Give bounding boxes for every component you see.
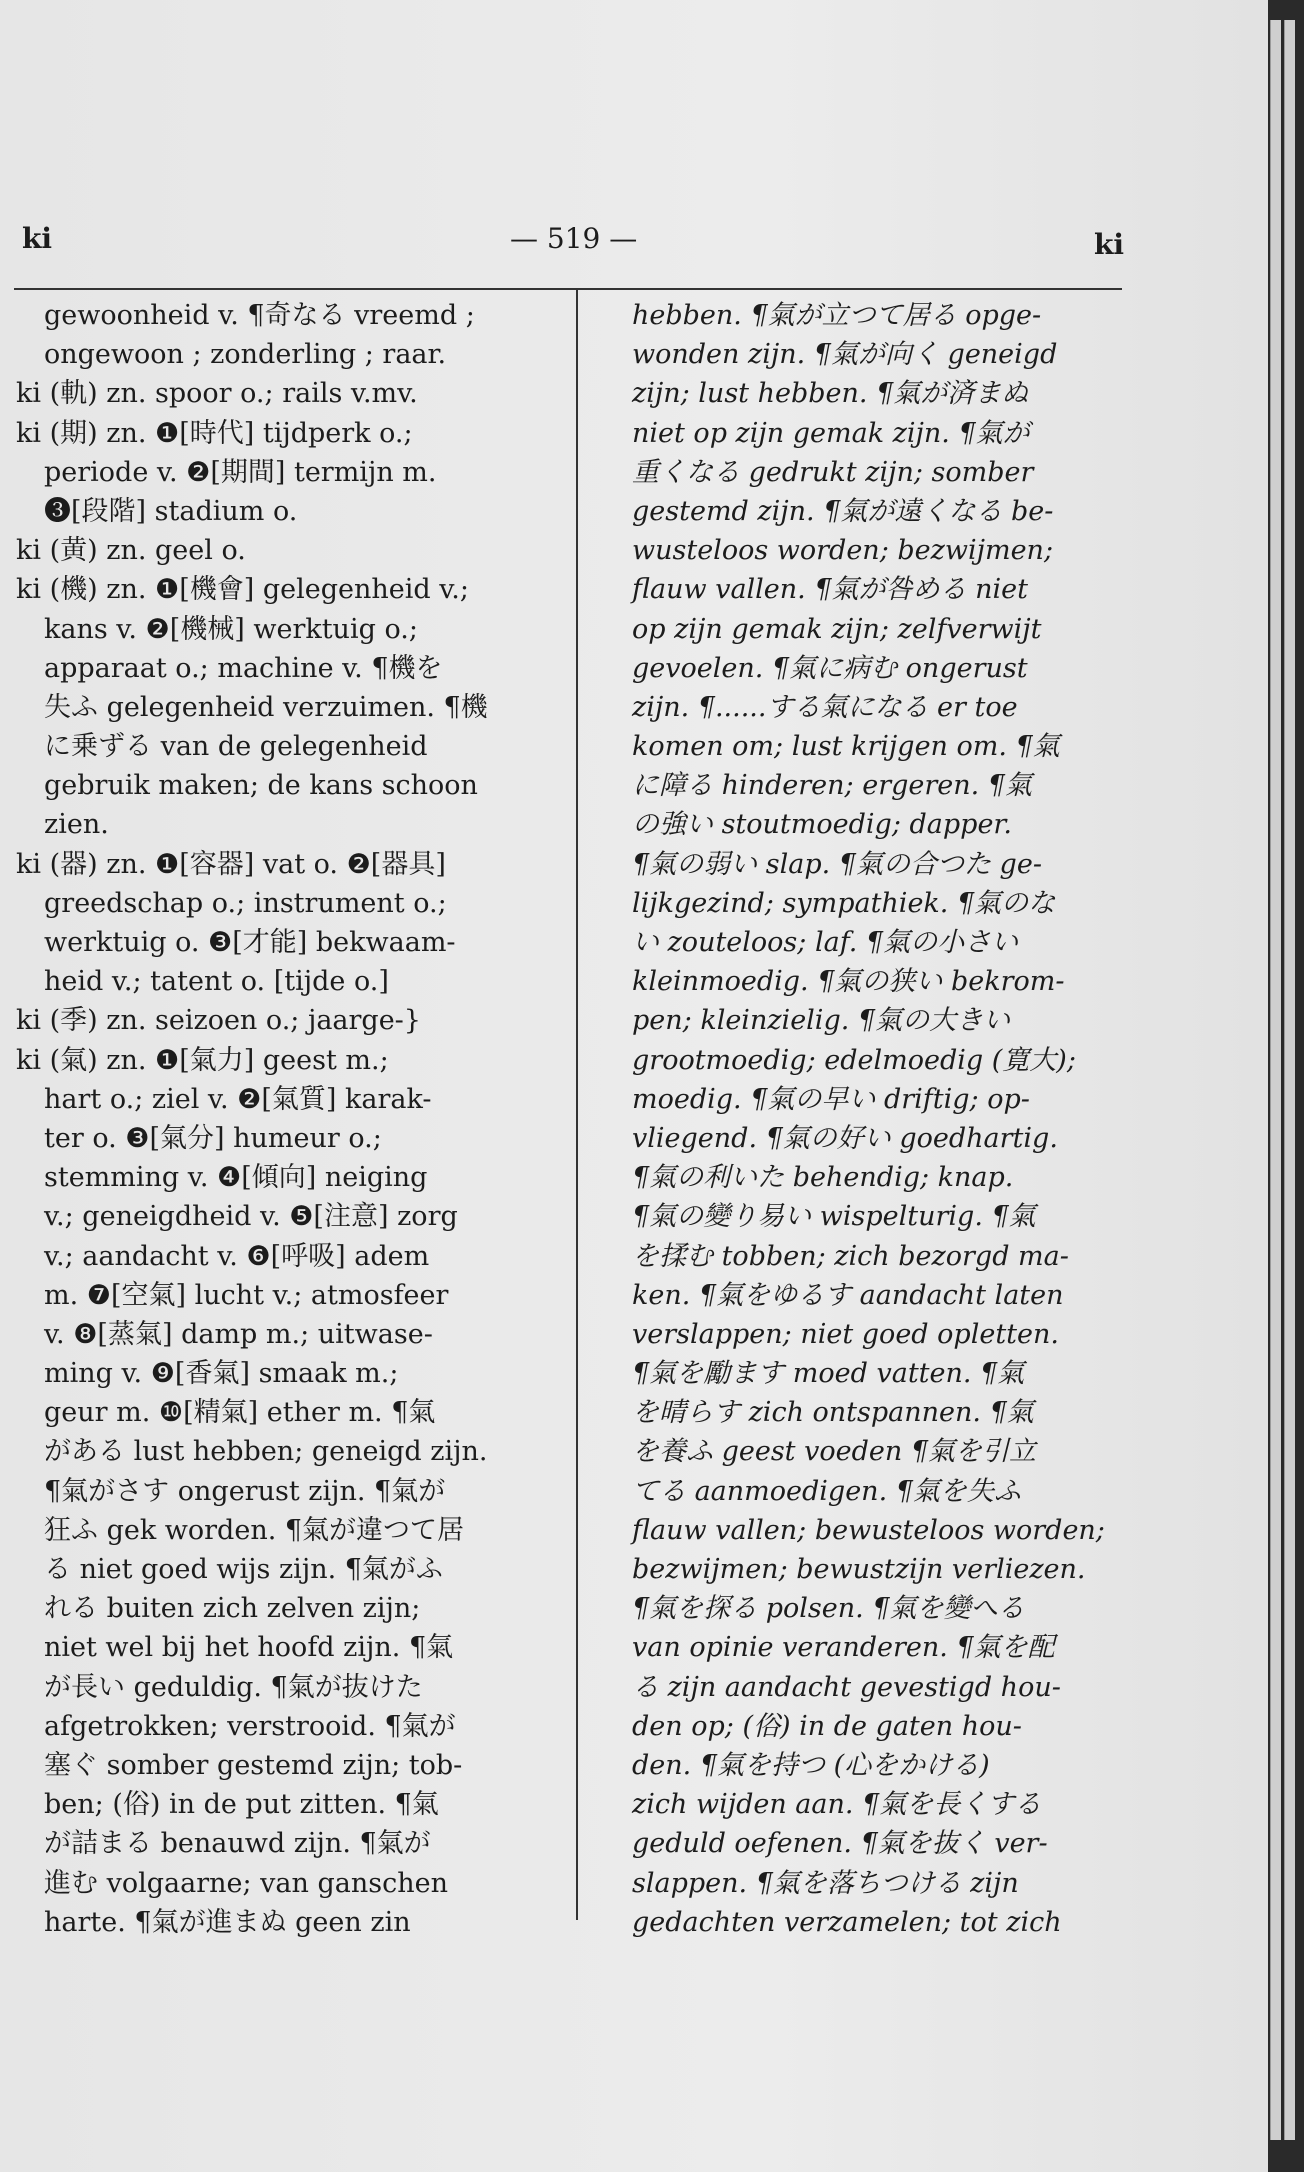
entry-text-line: komen om; lust krijgen om. ¶氣	[632, 731, 1060, 763]
right-column	[632, 296, 1142, 1942]
entry-text-line: ken. ¶氣をゆるす aandacht laten	[632, 1279, 1064, 1311]
entry-headword-line: ki (氣) zn. ❶[氣力] geest m.;	[16, 1044, 389, 1076]
entry-text-line: ¶氣の變り易い wispelturig. ¶氣	[632, 1201, 1036, 1233]
entry-text-line: に障る hinderen; ergeren. ¶氣	[632, 770, 1032, 802]
entry-text-line: の強い stoutmoedig; dapper.	[632, 809, 1012, 841]
entry-text-line: v.; geneigdheid v. ❺[注意] zorg	[44, 1201, 458, 1233]
entry-text-line: れる buiten zich zelven zijn;	[44, 1593, 421, 1625]
entry-headword-line: ki (軌) zn. spoor o.; rails v.mv.	[16, 378, 418, 410]
entry-text-line: てる aanmoedigen. ¶氣を失ふ	[632, 1475, 1021, 1507]
entry-text-line: ¶氣の弱い slap. ¶氣の合つた ge-	[632, 848, 1042, 880]
entry-text-line: を揉む tobben; zich bezorgd ma-	[632, 1240, 1069, 1272]
entry-text-line: zien.	[44, 809, 109, 841]
entry-text-line: m. ❼[空氣] lucht v.; atmosfeer	[44, 1279, 449, 1311]
entry-text-line: den op; (俗) in de gaten hou-	[632, 1710, 1022, 1742]
entry-text-line: 重くなる gedrukt zijn; somber	[632, 456, 1034, 488]
entry-text-line: geur m. ❿[精氣] ether m. ¶氣	[44, 1397, 436, 1429]
entry-text-line: vliegend. ¶氣の好い goedhartig.	[632, 1122, 1058, 1154]
entry-text-line: ❸[段階] stadium o.	[44, 495, 298, 527]
entry-text-line: niet wel bij het hoofd zijn. ¶氣	[44, 1632, 454, 1664]
entry-text-line: wusteloos worden; bezwijmen;	[632, 535, 1054, 567]
entry-text-line: verslappen; niet goed opletten.	[632, 1318, 1059, 1350]
entry-text-line: hebben. ¶氣が立つて居る opge-	[632, 300, 1042, 331]
entry-text-line: ¶氣がさす ongerust zijn. ¶氣が	[44, 1475, 446, 1507]
entry-text-line: periode v. ❷[期間] termijn m.	[44, 456, 437, 488]
entry-text-line: v. ❽[蒸氣] damp m.; uitwase-	[44, 1318, 433, 1350]
entry-text-line: zich wijden aan. ¶氣を長くする	[632, 1789, 1042, 1821]
entry-text-line: ming v. ❾[香氣] smaak m.;	[44, 1358, 399, 1390]
entry-text-line: bezwijmen; bewustzijn verliezen.	[632, 1554, 1086, 1585]
entry-text-line: niet op zijn gemak zijn. ¶氣が	[632, 417, 1030, 449]
entry-text-line: に乗ずる van de gelegenheid	[44, 731, 428, 763]
header-guide-word-right: ki	[1094, 228, 1125, 261]
entry-text-line: apparaat o.; machine v. ¶機を	[44, 652, 443, 684]
entry-text-line: flauw vallen; bewusteloos worden;	[632, 1514, 1105, 1546]
entry-headword-line: ki (季) zn. seizoen o.; jaarge-}	[16, 1005, 421, 1037]
column-divider	[576, 290, 578, 1920]
running-header	[0, 222, 1268, 262]
header-guide-word-left: ki	[22, 222, 53, 255]
entry-text-line: flauw vallen. ¶氣が咎める niet	[632, 574, 1028, 606]
entry-text-line: stemming v. ❹[傾向] neiging	[44, 1162, 428, 1194]
entry-headword-line: ki (機) zn. ❶[機會] gelegenheid v.;	[16, 574, 469, 606]
entry-text-line: ¶氣の利いた behendig; knap.	[632, 1162, 1014, 1194]
entry-text-line: moedig. ¶氣の早い driftig; op-	[632, 1083, 1030, 1115]
entry-text-line: slappen. ¶氣を落ちつける zijn	[632, 1867, 1019, 1899]
entry-text-line: がある lust hebben; geneigd zijn.	[44, 1436, 488, 1468]
entry-text-line: ter o. ❸[氣分] humeur o.;	[44, 1122, 382, 1154]
entry-text-line: greedschap o.; instrument o.;	[44, 887, 447, 919]
entry-text-line: gebruik maken; de kans schoon	[44, 770, 478, 802]
entry-text-line: afgetrokken; verstrooid. ¶氣が	[44, 1710, 456, 1742]
entry-text-line: い zouteloos; laf. ¶氣の小さい	[632, 927, 1019, 958]
entry-text-line: 狂ふ gek worden. ¶氣が違つて居	[44, 1514, 465, 1546]
entry-text-line: heid v.; tatent o. [tijde o.]	[44, 966, 389, 998]
entry-text-line: ben; (俗) in de put zitten. ¶氣	[44, 1789, 439, 1821]
entry-text-line: den. ¶氣を持つ (心をかける)	[632, 1749, 990, 1781]
entry-text-line: 失ふ gelegenheid verzuimen. ¶機	[44, 691, 488, 723]
entry-text-line: grootmoedig; edelmoedig (寛大);	[632, 1044, 1076, 1076]
entry-text-line: geduld oefenen. ¶氣を抜く ver-	[632, 1828, 1048, 1860]
entry-text-line: る zijn aandacht gevestigd hou-	[632, 1671, 1061, 1703]
header-rule	[14, 288, 1122, 290]
entry-text-line: hart o.; ziel v. ❷[氣質] karak-	[44, 1083, 432, 1115]
entry-text-line: kans v. ❷[機械] werktuig o.;	[44, 613, 418, 645]
entry-text-line: lijkgezind; sympathiek. ¶氣のな	[632, 887, 1056, 919]
entry-text-line: gestemd zijn. ¶氣が遠くなる be-	[632, 495, 1054, 527]
entry-headword-line: ki (期) zn. ❶[時代] tijdperk o.;	[16, 417, 413, 449]
entry-text-line: を養ふ geest voeden ¶氣を引立	[632, 1436, 1037, 1468]
page-edge	[1270, 20, 1281, 2140]
entry-text-line: 進む volgaarne; van ganschen	[44, 1867, 448, 1899]
left-column	[16, 296, 564, 1942]
entry-text-line: zijn; lust hebben. ¶氣が済まぬ	[632, 378, 1029, 410]
entry-text-line: が詰まる benauwd zijn. ¶氣が	[44, 1828, 431, 1860]
entry-headword-line: ki (黄) zn. geel o.	[16, 535, 246, 567]
entry-text-line: ¶氣を勵ます moed vatten. ¶氣	[632, 1358, 1025, 1390]
entry-text-line: pen; kleinzielig. ¶氣の大きい	[632, 1005, 1011, 1037]
entry-text-line: werktuig o. ❸[才能] bekwaam-	[44, 927, 456, 958]
entry-text-line: gewoonheid v. ¶奇なる vreemd ;	[44, 300, 475, 331]
entry-text-line: ¶氣を探る polsen. ¶氣を變へる	[632, 1593, 1025, 1625]
entry-text-line: v.; aandacht v. ❻[呼吸] adem	[44, 1240, 430, 1272]
entry-headword-line: ki (器) zn. ❶[容器] vat o. ❷[器具]	[16, 848, 446, 880]
entry-text-line: を晴らす zich ontspannen. ¶氣	[632, 1397, 1034, 1429]
entry-text-line: が長い geduldig. ¶氣が抜けた	[44, 1671, 423, 1703]
entry-text-line: gedachten verzamelen; tot zich	[632, 1906, 1062, 1938]
entry-text-line: gevoelen. ¶氣に病む ongerust	[632, 652, 1028, 684]
entry-text-line: op zijn gemak zijn; zelfverwijt	[632, 613, 1042, 645]
entry-text-line: る niet goed wijs zijn. ¶氣がふ	[44, 1554, 443, 1585]
entry-text-line: 塞ぐ somber gestemd zijn; tob-	[44, 1749, 463, 1781]
entry-text-line: kleinmoedig. ¶氣の狭い bekrom-	[632, 966, 1065, 998]
page-number: — 519 —	[510, 222, 638, 255]
entry-text-line: zijn. ¶......する氣になる er toe	[632, 691, 1018, 723]
entry-text-line: van opinie veranderen. ¶氣を配	[632, 1632, 1055, 1664]
entry-text-line: harte. ¶氣が進まぬ geen zin	[44, 1906, 411, 1938]
entry-text-line: wonden zijn. ¶氣が向く geneigd	[632, 339, 1058, 371]
entry-text-line: ongewoon ; zonderling ; raar.	[44, 339, 447, 371]
page-edge	[1284, 20, 1295, 2140]
